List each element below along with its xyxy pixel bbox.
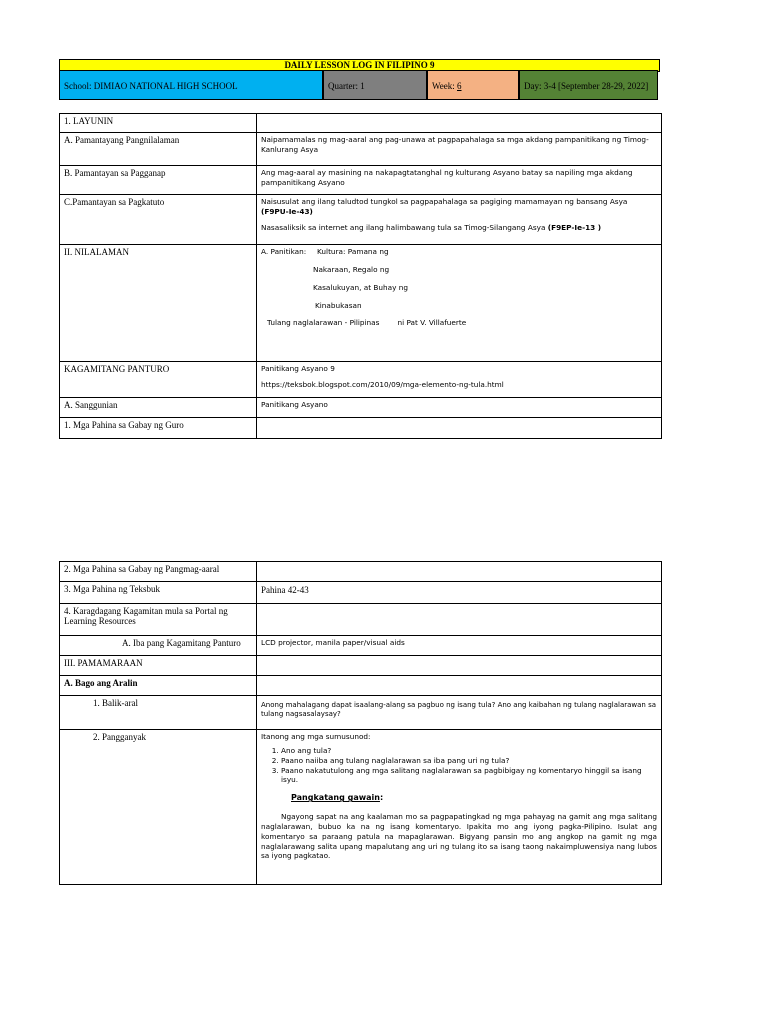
nilalaman-line-3: Kasalukuyan, at Buhay ng <box>313 282 409 292</box>
pamantayang-pangnilalaman-value: Naipamamalas ng mag-aaral ang pag-unawa at pagpapahalaga sa mga akdang pampanitikang ng Timog-Kanlurang Asya <box>257 133 662 166</box>
nilalaman-line-2: Nakaraan, Regalo ng <box>313 264 390 274</box>
lesson-log-title: DAILY LESSON LOG IN FILIPINO 9 <box>59 59 660 72</box>
gabay-guro-label: 1. Mga Pahina sa Gabay ng Guro <box>60 418 257 439</box>
pangganyak-intro: Itanong ang mga sumusunod: <box>261 732 371 741</box>
iba-pang-kagamitan-value: LCD projector, manila paper/visual aids <box>257 636 662 656</box>
nilalaman-line-4: Kinabukasan <box>315 300 362 310</box>
pagkatuto-text-1: Naisusulat ang ilang taludtod tungkol sa pagpapahalaga sa pagiging mamamayan ng bansang Asya <box>261 197 628 206</box>
gabay-pangmag-aaral-value <box>257 562 662 582</box>
pamantayang-pangnilalaman-label: A. Pamantayang Pangnilalaman <box>60 133 257 166</box>
pamantayan-pagganap-label: B. Pamantayan sa Pagganap <box>60 166 257 195</box>
lesson-table-1 <box>59 113 662 439</box>
pangkatang-gawain-text: Pangkatang gawain <box>291 793 380 803</box>
karagdagang-kagamitan-value <box>257 604 662 636</box>
teksbuk-value: Pahina 42-43 <box>257 582 662 604</box>
bago-ang-aralin-label: A. Bago ang Aralin <box>60 676 257 696</box>
kagamitan-value <box>257 362 662 398</box>
nilalaman-line-0 <box>261 247 657 257</box>
pamamaraan-value <box>257 656 662 676</box>
school-info-row <box>59 70 660 102</box>
week-label: Week: <box>432 81 458 91</box>
panitikan-label: A. Panitikan: <box>261 247 307 256</box>
kagamitan-label: KAGAMITANG PANTURO <box>60 362 257 398</box>
week-cell <box>427 70 519 100</box>
sanggunian-label: A. Sanggunian <box>60 398 257 418</box>
sanggunian-value: Panitikang Asyano <box>257 398 662 418</box>
kagamitan-book: Panitikang Asyano 9 <box>261 364 335 373</box>
balik-aral-label: 1. Balik-aral <box>60 696 257 730</box>
week-value: 6 <box>457 81 462 91</box>
layunin-empty <box>257 114 662 133</box>
quarter-cell: Quarter: 1 <box>323 70 427 100</box>
pangkatang-gawain-instructions: Ngayong sapat na ang kaalaman mo sa pagpapatingkad ng mga pahayag na gamit ang mga salitang naglalarawan, bubuo ka na ng isang komentaryo. Ipakita mo ang iyong pagka-Pilipino. Isulat ang komentaryo sa paraang patula na mapaglarawan. Bigyang pansin mo ang angkop na gamit ng mga naglalarawang salita upang mapalutang ang uri ng tulang ito sa isang taong nakaimpluwensiya nang lubos sa iyong pagkatao. <box>261 812 657 861</box>
pamantayan-pagkatuto-label: C.Pamantayan sa Pagkatuto <box>60 195 257 245</box>
balik-aral-value: Anong mahalagang dapat isaalang-alang sa pagbuo ng isang tula? Ano ang kaibahan ng tulang naglalarawan sa tulang nagsasalaysay? <box>257 696 662 730</box>
pamamaraan-label: III. PAMAMARAAN <box>60 656 257 676</box>
gabay-guro-value <box>257 418 662 439</box>
pangganyak-questions <box>261 746 657 785</box>
pangganyak-value <box>257 730 662 885</box>
question-2: 2. Paano naiiba ang tulang naglalarawan sa iba pang uri ng tula? <box>281 756 657 766</box>
pangganyak-label: 2. Pangganyak <box>60 730 257 885</box>
pagkatuto-text-2: Nasasaliksik sa internet ang ilang halimbawang tula sa Timog-Silangang Asya <box>261 222 548 232</box>
pagkatuto-code-2: (F9EP-Ie-13 ) <box>547 222 602 232</box>
nilalaman-tula-line <box>261 318 657 328</box>
pamantayan-pagganap-value: Ang mag-aaral ay masining na nakapagtatanghal ng kulturang Asyano batay sa napiling mga akdang pampanitikang Asyano <box>257 166 662 195</box>
kultura-line: Kultura: Pamana ng <box>317 247 389 256</box>
lesson-table-2 <box>59 561 662 885</box>
tula-author: ni Pat V. Villafuerte <box>397 318 467 328</box>
nilalaman-value <box>257 245 662 362</box>
pamantayan-pagkatuto-value <box>257 195 662 245</box>
layunin-heading: 1. LAYUNIN <box>60 114 257 133</box>
kagamitan-link: https://teksbok.blogspot.com/2010/09/mga-elemento-ng-tula.html <box>261 379 504 389</box>
day-cell: Day: 3-4 [September 28-29, 2022] <box>519 70 658 100</box>
iba-pang-kagamitan-label: A. Iba pang Kagamitang Panturo <box>60 636 257 656</box>
bago-ang-aralin-value <box>257 676 662 696</box>
tula-title: Tulang naglalarawan - Pilipinas <box>267 318 380 328</box>
question-3: 3. Paano nakatutulong ang mga salitang naglalarawan sa pagbibigay ng komentaryo hinggil sa isang isyu. <box>281 766 657 786</box>
pangkatang-gawain-title <box>261 793 657 804</box>
karagdagang-kagamitan-label: 4. Karagdagang Kagamitan mula sa Portal ng Learning Resources <box>60 604 257 636</box>
question-1: 1. Ano ang tula? <box>281 746 657 756</box>
teksbuk-label: 3. Mga Pahina ng Teksbuk <box>60 582 257 604</box>
nilalaman-label: II. NILALAMAN <box>60 245 257 362</box>
gabay-pangmag-aaral-label: 2. Mga Pahina sa Gabay ng Pangmag-aaral <box>60 562 257 582</box>
pangkatang-gawain-colon: : <box>379 793 384 803</box>
pagkatuto-code-1: (F9PU-Ie-43) <box>261 206 313 216</box>
school-cell: School: DIMIAO NATIONAL HIGH SCHOOL <box>59 70 323 100</box>
